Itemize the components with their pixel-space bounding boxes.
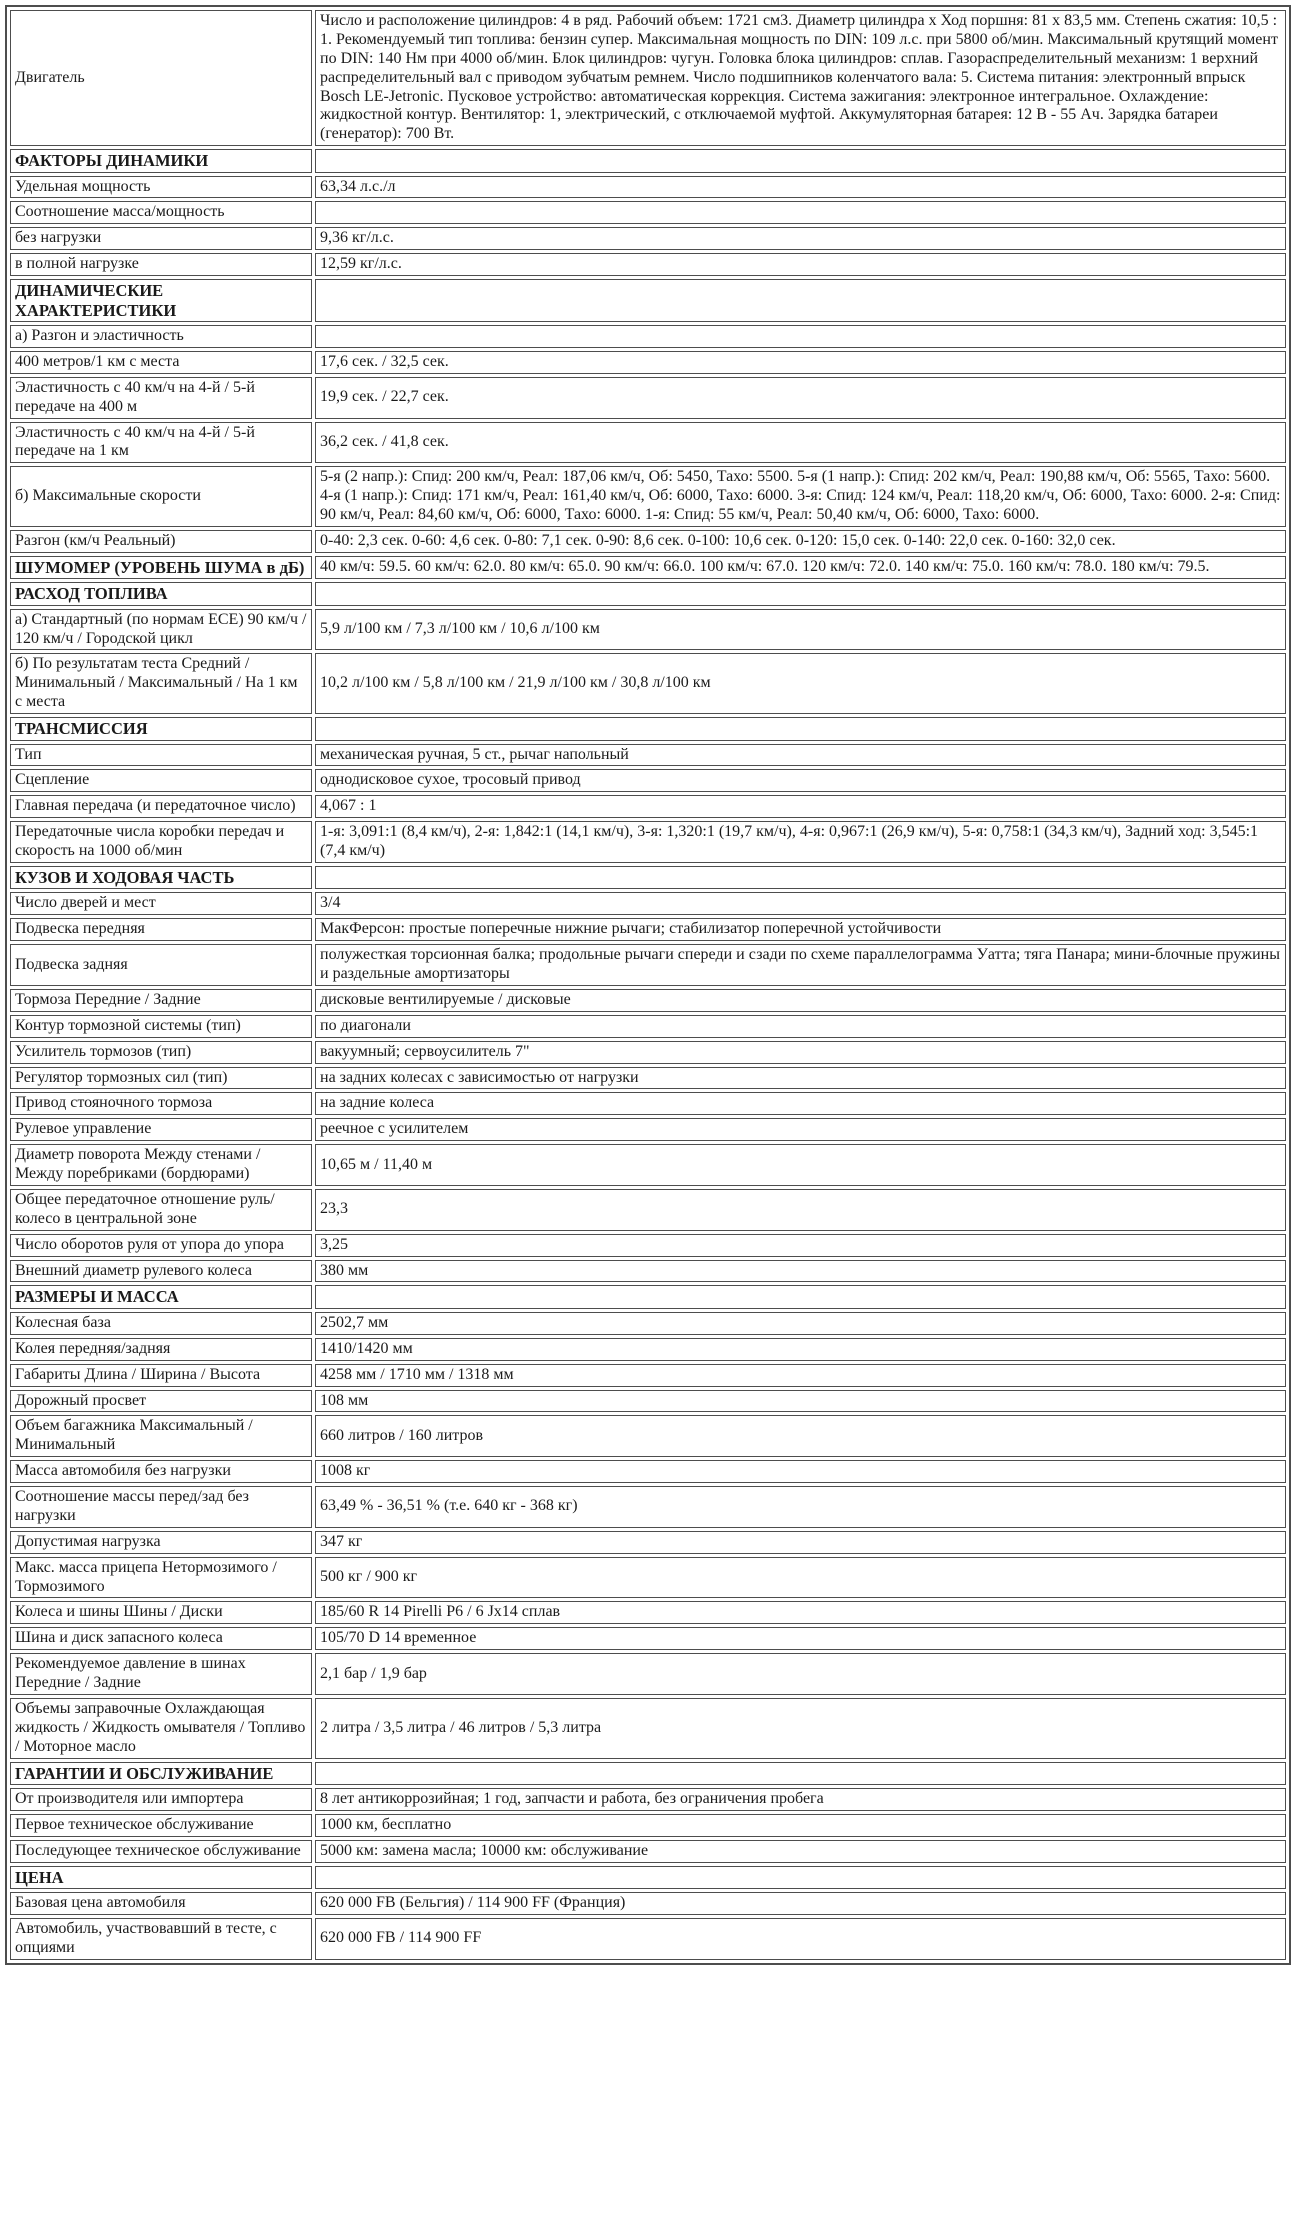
spec-value: [315, 866, 1286, 889]
spec-label: От производителя или импортера: [10, 1788, 312, 1811]
spec-label: б) По результатам теста Средний / Минимальный / Максимальный / На 1 км с места: [10, 653, 312, 714]
spec-label: Рекомендуемое давление в шинах Передние / Задние: [10, 1653, 312, 1695]
spec-value: 36,2 сек. / 41,8 сек.: [315, 422, 1286, 464]
table-row: [10, 1092, 1286, 1115]
spec-value: 10,65 м / 11,40 м: [315, 1144, 1286, 1186]
spec-value: [315, 1866, 1286, 1889]
spec-label: Разгон (км/ч Реальный): [10, 530, 312, 553]
spec-value: на задних колесах с зависимостью от нагрузки: [315, 1067, 1286, 1090]
table-row: [10, 1415, 1286, 1457]
spec-value: 23,3: [315, 1189, 1286, 1231]
spec-label: РАСХОД ТОПЛИВА: [10, 582, 312, 605]
table-row: [10, 1189, 1286, 1231]
table-row: [10, 653, 1286, 714]
spec-label: а) Стандартный (по нормам ЕСЕ) 90 км/ч / 120 км/ч / Городской цикл: [10, 609, 312, 651]
spec-value: 5000 км: замена масла; 10000 км: обслуживание: [315, 1840, 1286, 1863]
spec-label: Колея передняя/задняя: [10, 1338, 312, 1361]
spec-label: ДИНАМИЧЕСКИЕ ХАРАКТЕРИСТИКИ: [10, 279, 312, 322]
table-row: [10, 989, 1286, 1012]
spec-label: ГАРАНТИИ И ОБСЛУЖИВАНИЕ: [10, 1762, 312, 1785]
table-row: [10, 253, 1286, 276]
spec-label: б) Максимальные скорости: [10, 466, 312, 527]
spec-label: Двигатель: [10, 10, 312, 146]
spec-value: 4,067 : 1: [315, 795, 1286, 818]
table-row: [10, 717, 1286, 740]
spec-value: 660 литров / 160 литров: [315, 1415, 1286, 1457]
spec-value: [315, 582, 1286, 605]
spec-value: 10,2 л/100 км / 5,8 л/100 км / 21,9 л/100 км / 30,8 л/100 км: [315, 653, 1286, 714]
spec-value: 63,49 % - 36,51 % (т.е. 640 кг - 368 кг): [315, 1486, 1286, 1528]
table-row: [10, 866, 1286, 889]
table-row: [10, 769, 1286, 792]
table-row: [10, 582, 1286, 605]
spec-label: 400 метров/1 км с места: [10, 351, 312, 374]
spec-label: Допустимая нагрузка: [10, 1531, 312, 1554]
spec-value: вакуумный; сервоусилитель 7": [315, 1041, 1286, 1064]
table-row: [10, 1814, 1286, 1837]
table-row: [10, 1390, 1286, 1413]
spec-label: без нагрузки: [10, 227, 312, 250]
spec-value: 1-я: 3,091:1 (8,4 км/ч), 2-я: 1,842:1 (14,1 км/ч), 3-я: 1,320:1 (19,7 км/ч), 4-я: 0,967:1 (26,9 км/ч), 5-я: 0,758:1 (34,3 км/ч), Задний ход: 3,545:1 (7,4 км/ч): [315, 821, 1286, 863]
spec-value: [315, 279, 1286, 322]
spec-value: 8 лет антикоррозийная; 1 год, запчасти и работа, без ограничения пробега: [315, 1788, 1286, 1811]
table-row: [10, 1338, 1286, 1361]
spec-label: Регулятор тормозных сил (тип): [10, 1067, 312, 1090]
spec-label: Тормоза Передние / Задние: [10, 989, 312, 1012]
spec-label: Соотношение масса/мощность: [10, 201, 312, 224]
spec-table-body: [10, 10, 1286, 1960]
spec-label: Передаточные числа коробки передач и скорость на 1000 об/мин: [10, 821, 312, 863]
spec-label: ШУМОМЕР (УРОВЕНЬ ШУМА в дБ): [10, 556, 312, 579]
spec-value: реечное с усилителем: [315, 1118, 1286, 1141]
table-row: [10, 279, 1286, 322]
spec-label: Колеса и шины Шины / Диски: [10, 1601, 312, 1624]
spec-value: 620 000 FB / 114 900 FF: [315, 1918, 1286, 1960]
spec-label: Колесная база: [10, 1312, 312, 1335]
spec-value: [315, 717, 1286, 740]
spec-label: Объемы заправочные Охлаждающая жидкость / Жидкость омывателя / Топливо / Моторное масло: [10, 1698, 312, 1759]
spec-label: Главная передача (и передаточное число): [10, 795, 312, 818]
spec-label: Внешний диаметр рулевого колеса: [10, 1260, 312, 1283]
table-row: [10, 1840, 1286, 1863]
table-row: [10, 377, 1286, 419]
table-row: [10, 10, 1286, 146]
spec-value: 3/4: [315, 892, 1286, 915]
table-row: [10, 1118, 1286, 1141]
spec-value: 17,6 сек. / 32,5 сек.: [315, 351, 1286, 374]
spec-label: Рулевое управление: [10, 1118, 312, 1141]
spec-value: 40 км/ч: 59.5. 60 км/ч: 62.0. 80 км/ч: 65.0. 90 км/ч: 66.0. 100 км/ч: 67.0. 120 км/ч: 72.0. 140 км/ч: 75.0. 160 км/ч: 78.0. 180 км/ч: 79.5.: [315, 556, 1286, 579]
spec-value: 19,9 сек. / 22,7 сек.: [315, 377, 1286, 419]
table-row: [10, 227, 1286, 250]
spec-label: ФАКТОРЫ ДИНАМИКИ: [10, 149, 312, 172]
spec-value: 105/70 D 14 временное: [315, 1627, 1286, 1650]
spec-value: 185/60 R 14 Pirelli P6 / 6 Jx14 сплав: [315, 1601, 1286, 1624]
spec-table: [5, 5, 1291, 1965]
table-row: [10, 1144, 1286, 1186]
table-row: [10, 1460, 1286, 1483]
spec-value: 1008 кг: [315, 1460, 1286, 1483]
table-row: [10, 821, 1286, 863]
spec-label: Макс. масса прицепа Нетормозимого / Тормозимого: [10, 1557, 312, 1599]
spec-value: 63,34 л.с./л: [315, 176, 1286, 199]
spec-label: Тип: [10, 744, 312, 767]
spec-value: на задние колеса: [315, 1092, 1286, 1115]
spec-label: ТРАНСМИССИЯ: [10, 717, 312, 740]
spec-label: ЦЕНА: [10, 1866, 312, 1889]
spec-label: Сцепление: [10, 769, 312, 792]
table-row: [10, 944, 1286, 986]
table-row: [10, 176, 1286, 199]
spec-label: Эластичность с 40 км/ч на 4-й / 5-й передаче на 400 м: [10, 377, 312, 419]
spec-label: Последующее техническое обслуживание: [10, 1840, 312, 1863]
spec-value: Число и расположение цилиндров: 4 в ряд. Рабочий объем: 1721 см3. Диаметр цилиндра х Ход поршня: 81 х 83,5 мм. Степень сжатия: 10,5 : 1. Рекомендуемый тип топлива: бензин супер. Максимальная мощность по DIN: 109 л.с. при 5800 об/мин. Максимальный крутящий момент по DIN: 140 Нм при 4000 об/мин. Блок цилиндров: чугун. Головка блока цилиндров: сплав. Газораспределительный механизм: 1 верхний распределительный вал с приводом зубчатым ремнем. Число подшипников коленчатого вала: 5. Система питания: электронный впрыск Bosch LE-Jetronic. Пусковое устройство: автоматическая коррекция. Система зажигания: электронное интегральное. Охлаждение: жидкостной контур. Вентилятор: 1, электрический, с отключаемой муфтой. Аккумуляторная батарея: 12 В - 55 Ач. Зарядка батареи (генератор): 700 Вт.: [315, 10, 1286, 146]
spec-label: Шина и диск запасного колеса: [10, 1627, 312, 1650]
spec-label: в полной нагрузке: [10, 253, 312, 276]
spec-value: 2502,7 мм: [315, 1312, 1286, 1335]
spec-label: Базовая цена автомобиля: [10, 1892, 312, 1915]
table-row: [10, 1041, 1286, 1064]
spec-value: 380 мм: [315, 1260, 1286, 1283]
spec-label: Объем багажника Максимальный / Минимальный: [10, 1415, 312, 1457]
spec-label: Габариты Длина / Ширина / Высота: [10, 1364, 312, 1387]
table-row: [10, 422, 1286, 464]
table-row: [10, 1067, 1286, 1090]
table-row: [10, 1918, 1286, 1960]
spec-label: Удельная мощность: [10, 176, 312, 199]
spec-value: 12,59 кг/л.с.: [315, 253, 1286, 276]
spec-label: Масса автомобиля без нагрузки: [10, 1460, 312, 1483]
table-row: [10, 1892, 1286, 1915]
spec-value: полужесткая торсионная балка; продольные рычаги спереди и сзади по схеме параллелограмма Уатта; тяга Панара; мини-блочные пружины и раздельные амортизаторы: [315, 944, 1286, 986]
table-row: [10, 1788, 1286, 1811]
table-row: [10, 1486, 1286, 1528]
table-row: [10, 1312, 1286, 1335]
spec-label: Число оборотов руля от упора до упора: [10, 1234, 312, 1257]
spec-value: 0-40: 2,3 сек. 0-60: 4,6 сек. 0-80: 7,1 сек. 0-90: 8,6 сек. 0-100: 10,6 сек. 0-120: 15,0 сек. 0-140: 22,0 сек. 0-160: 32,0 сек.: [315, 530, 1286, 553]
spec-value: по диагонали: [315, 1015, 1286, 1038]
table-row: [10, 1015, 1286, 1038]
spec-value: однодисковое сухое, тросовый привод: [315, 769, 1286, 792]
spec-value: 1000 км, бесплатно: [315, 1814, 1286, 1837]
spec-value: 3,25: [315, 1234, 1286, 1257]
spec-value: [315, 1762, 1286, 1785]
table-row: [10, 1234, 1286, 1257]
spec-label: Контур тормозной системы (тип): [10, 1015, 312, 1038]
spec-value: [315, 1285, 1286, 1308]
spec-value: 5-я (2 напр.): Спид: 200 км/ч, Реал: 187,06 км/ч, Об: 5450, Тахо: 5500. 5-я (1 напр.): Спид: 202 км/ч, Реал: 190,88 км/ч, Об: 5565, Тахо: 5600. 4-я (1 напр.): Спид: 171 км/ч, Реал: 161,40 км/ч, Об: 6000, Тахо: 6000. 3-я: Спид: 124 км/ч, Реал: 118,20 км/ч, Об: 6000, Тахо: 6000. 2-я: Спид: 90 км/ч, Реал: 84,60 км/ч, Об: 6000, Тахо: 6000. 1-я: Спид: 55 км/ч, Реал: 50,40 км/ч, Об: 6000, Тахо: 6000.: [315, 466, 1286, 527]
spec-value: 2,1 бар / 1,9 бар: [315, 1653, 1286, 1695]
spec-value: 4258 мм / 1710 мм / 1318 мм: [315, 1364, 1286, 1387]
spec-value: 108 мм: [315, 1390, 1286, 1413]
table-row: [10, 1653, 1286, 1695]
spec-value: 2 литра / 3,5 литра / 46 литров / 5,3 литра: [315, 1698, 1286, 1759]
table-row: [10, 1698, 1286, 1759]
spec-label: Привод стояночного тормоза: [10, 1092, 312, 1115]
spec-value: 9,36 кг/л.с.: [315, 227, 1286, 250]
spec-label: РАЗМЕРЫ И МАССА: [10, 1285, 312, 1308]
spec-label: КУЗОВ И ХОДОВАЯ ЧАСТЬ: [10, 866, 312, 889]
table-row: [10, 466, 1286, 527]
table-row: [10, 1260, 1286, 1283]
table-row: [10, 530, 1286, 553]
table-row: [10, 744, 1286, 767]
spec-value: [315, 201, 1286, 224]
spec-value: механическая ручная, 5 ст., рычаг напольный: [315, 744, 1286, 767]
table-row: [10, 1285, 1286, 1308]
table-row: [10, 201, 1286, 224]
spec-value: дисковые вентилируемые / дисковые: [315, 989, 1286, 1012]
spec-label: Подвеска задняя: [10, 944, 312, 986]
table-row: [10, 325, 1286, 348]
spec-label: Подвеска передняя: [10, 918, 312, 941]
spec-label: Первое техническое обслуживание: [10, 1814, 312, 1837]
spec-value: 5,9 л/100 км / 7,3 л/100 км / 10,6 л/100 км: [315, 609, 1286, 651]
spec-label: Усилитель тормозов (тип): [10, 1041, 312, 1064]
table-row: [10, 149, 1286, 172]
table-row: [10, 609, 1286, 651]
table-row: [10, 1762, 1286, 1785]
table-row: [10, 1557, 1286, 1599]
spec-label: Дорожный просвет: [10, 1390, 312, 1413]
table-row: [10, 918, 1286, 941]
spec-label: Соотношение массы перед/зад без нагрузки: [10, 1486, 312, 1528]
spec-label: Число дверей и мест: [10, 892, 312, 915]
spec-label: а) Разгон и эластичность: [10, 325, 312, 348]
table-row: [10, 1866, 1286, 1889]
spec-label: Автомобиль, участвовавший в тесте, с опциями: [10, 1918, 312, 1960]
table-row: [10, 556, 1286, 579]
spec-value: 1410/1420 мм: [315, 1338, 1286, 1361]
spec-value: 620 000 FB (Бельгия) / 114 900 FF (Франция): [315, 1892, 1286, 1915]
table-row: [10, 1601, 1286, 1624]
table-row: [10, 795, 1286, 818]
spec-label: Диаметр поворота Между стенами / Между поребриками (бордюрами): [10, 1144, 312, 1186]
spec-value: [315, 149, 1286, 172]
table-row: [10, 1627, 1286, 1650]
table-row: [10, 892, 1286, 915]
table-row: [10, 351, 1286, 374]
spec-value: 500 кг / 900 кг: [315, 1557, 1286, 1599]
spec-value: [315, 325, 1286, 348]
spec-value: МакФерсон: простые поперечные нижние рычаги; стабилизатор поперечной устойчивости: [315, 918, 1286, 941]
spec-label: Эластичность с 40 км/ч на 4-й / 5-й передаче на 1 км: [10, 422, 312, 464]
spec-label: Общее передаточное отношение руль/колесо в центральной зоне: [10, 1189, 312, 1231]
table-row: [10, 1531, 1286, 1554]
table-row: [10, 1364, 1286, 1387]
spec-value: 347 кг: [315, 1531, 1286, 1554]
